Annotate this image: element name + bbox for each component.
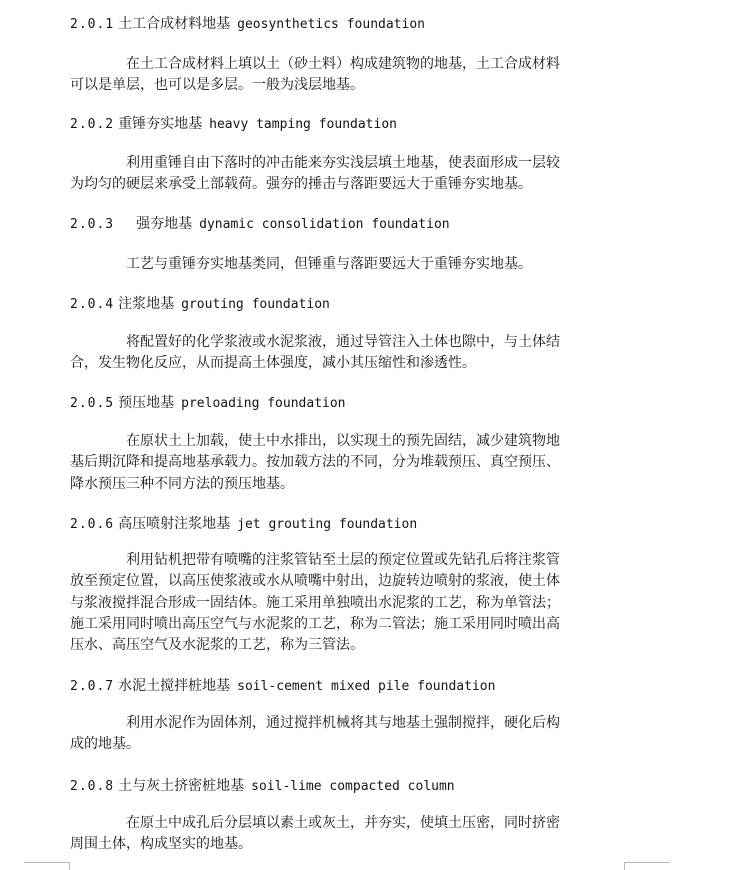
section-title-en: soil-lime compacted column [251, 779, 455, 794]
paragraph-line: 降水预压三种不同方法的预压地基。 [70, 475, 294, 492]
section-title-cn: 土工合成材料地基 [118, 16, 231, 32]
paragraph-line: 合，发生物化反应，从而提高土体强度，减小其压缩性和渗透性。 [70, 355, 476, 372]
paragraph-line: 成的地基。 [70, 736, 140, 753]
section-title-cn: 水泥土搅拌桩地基 [118, 678, 231, 694]
section-heading [70, 114, 397, 134]
paragraph-line: 在原土中成孔后分层填以素土或灰土，并夯实，使填土压密，同时挤密 [126, 815, 560, 831]
section-title-cn: 高压喷射注浆地基 [118, 516, 231, 532]
section-number: 2.0.1 [70, 17, 115, 32]
section-paragraph [70, 254, 632, 275]
section-heading [70, 514, 417, 534]
section-paragraph [70, 153, 632, 196]
section-title-en: soil-cement mixed pile foundation [237, 679, 496, 694]
paragraph-line: 周围土体，构成坚实的地基。 [70, 836, 252, 853]
paragraph-line: 利用钻机把带有喷嘴的注浆管钻至土层的预定位置或先钻孔后将注浆管 [126, 552, 560, 568]
section-title-en: heavy tamping foundation [209, 117, 397, 132]
section-title-en: jet grouting foundation [237, 517, 418, 532]
section-heading [70, 294, 330, 314]
section-title-en: geosynthetics foundation [237, 17, 425, 32]
paragraph-line: 与浆液搅拌混合形成一固结体。施工采用单独喷出水泥浆的工艺，称为单管法； [70, 594, 560, 611]
section-title-en: dynamic consolidation foundation [199, 217, 450, 232]
section-paragraph [70, 431, 632, 495]
paragraph-line: 施工采用同时喷出高压空气与水泥浆的工艺，称为二管法；施工采用同时喷出高 [70, 615, 560, 632]
section-title-cn: 重锤夯实地基 [118, 116, 203, 132]
section-number: 2.0.2 [70, 117, 115, 132]
section-paragraph [70, 332, 632, 375]
section-title-cn: 注浆地基 [118, 296, 175, 312]
section-title-cn: 预压地基 [118, 395, 175, 411]
paragraph-line: 放至预定位置，以高压使浆液或水从喷嘴中射出，边旋转边喷射的浆液，使土体 [70, 573, 560, 590]
section-title-cn: 土与灰土挤密桩地基 [118, 778, 245, 794]
section-heading [70, 676, 495, 696]
section-number: 2.0.3 [70, 217, 115, 232]
section-heading [70, 214, 450, 234]
section-paragraph [70, 713, 632, 756]
paragraph-line: 为均匀的硬层来承受上部载荷。强夯的捶击与落距要远大于重锤夯实地基。 [70, 176, 532, 193]
page-margin-corner-mark [624, 862, 670, 863]
paragraph-line: 压水、高压空气及水泥浆的工艺，称为三管法。 [70, 637, 364, 654]
paragraph-line: 利用重锤自由下落时的冲击能来夯实浅层填土地基，使表面形成一层较 [126, 155, 560, 171]
section-heading [70, 14, 425, 34]
section-title-en: grouting foundation [181, 297, 330, 312]
section-heading [70, 393, 346, 413]
section-number: 2.0.7 [70, 679, 115, 694]
paragraph-line: 利用水泥作为固体剂，通过搅拌机械将其与地基土强制搅拌，硬化后构 [126, 715, 560, 731]
section-paragraph [70, 813, 632, 856]
section-title-cn: 强夯地基 [136, 216, 193, 232]
section-heading [70, 776, 455, 796]
paragraph-line: 工艺与重锤夯实地基类同，但锤重与落距要远大于重锤夯实地基。 [126, 256, 532, 272]
section-number: 2.0.6 [70, 517, 115, 532]
paragraph-line: 可以是单层，也可以是多层。一般为浅层地基。 [70, 77, 364, 94]
section-number: 2.0.4 [70, 297, 115, 312]
paragraph-line: 在原状土上加载，使土中水排出，以实现土的预先固结，减少建筑物地 [126, 433, 560, 449]
paragraph-line: 在土工合成材料上填以土（砂土料）构成建筑物的地基，土工合成材料 [126, 56, 560, 72]
page-margin-corner-mark [24, 862, 70, 863]
section-number: 2.0.5 [70, 396, 115, 411]
section-paragraph [70, 54, 632, 97]
section-number: 2.0.8 [70, 779, 115, 794]
section-paragraph [70, 550, 632, 656]
paragraph-line: 将配置好的化学浆液或水泥浆液，通过导管注入土体也隙中，与土体结 [126, 334, 560, 350]
paragraph-line: 基后期沉降和提高地基承载力。按加载方法的不同，分为堆载预压、真空预压、 [70, 454, 560, 471]
section-title-en: preloading foundation [181, 396, 346, 411]
